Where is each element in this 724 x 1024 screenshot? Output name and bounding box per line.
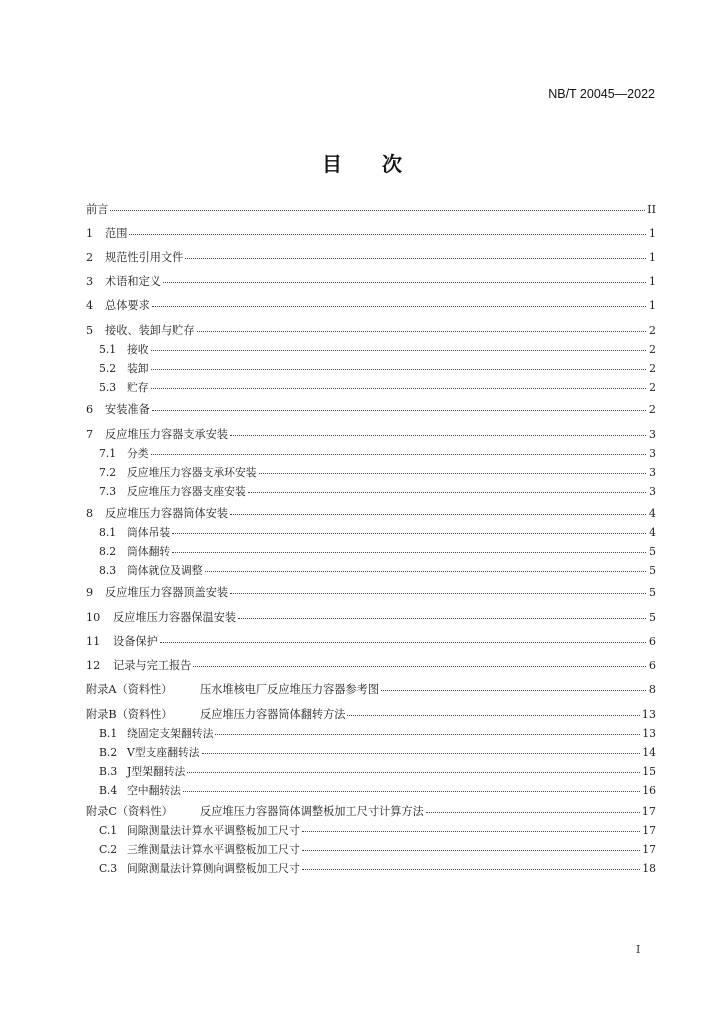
toc-entry[interactable] xyxy=(86,610,656,626)
toc-entry-number: 4 xyxy=(86,299,94,312)
toc-entry-label: V型支座翻转法 xyxy=(127,746,200,759)
toc-subentry[interactable] xyxy=(99,465,656,481)
toc-entry-label: 筒体吊装 xyxy=(127,526,171,539)
toc-entry-page: 5 xyxy=(649,545,656,558)
toc-entry-number: 7.2 xyxy=(99,466,117,479)
leader-dots xyxy=(381,689,646,691)
toc-entry[interactable] xyxy=(86,402,656,418)
standard-code: NB/T 20045—2022 xyxy=(548,87,655,101)
toc-entry-number: 3 xyxy=(86,275,94,288)
toc-subentry[interactable] xyxy=(99,380,656,396)
toc-entry-label: 筒体翻转 xyxy=(127,545,171,558)
toc-entry-number: B.3 xyxy=(99,765,118,778)
toc-entry-page: 17 xyxy=(641,805,656,818)
toc-entry-number: 10 xyxy=(86,611,101,624)
toc-entry-page: 4 xyxy=(648,507,656,520)
toc-entry-page: 13 xyxy=(641,708,656,721)
toc-entry[interactable] xyxy=(86,682,656,698)
toc-entry-label: 反应堆压力容器筒体翻转方法 xyxy=(200,708,346,721)
toc-entry-number: 5.3 xyxy=(99,381,117,394)
toc-entry-number: 附录C（资料性） xyxy=(86,805,173,818)
toc-entry-label: 反应堆压力容器保温安装 xyxy=(113,611,237,624)
toc-entry-number: 8.2 xyxy=(99,545,117,558)
leader-dots xyxy=(302,868,641,870)
toc-entry[interactable] xyxy=(86,506,656,522)
toc-entry-label: 接收 xyxy=(127,343,149,356)
toc-entry-label: 反应堆压力容器筒体安装 xyxy=(105,507,229,520)
leader-dots xyxy=(151,387,646,389)
toc-entry-number: 11 xyxy=(86,635,101,648)
leader-dots xyxy=(205,570,646,572)
toc-entry-label: 间隙测量法计算水平调整板加工尺寸 xyxy=(127,824,300,837)
toc-entry-page: 1 xyxy=(648,275,656,288)
toc-subentry[interactable] xyxy=(99,563,656,579)
toc-entry-number: 2 xyxy=(86,251,94,264)
leader-dots xyxy=(230,592,646,594)
leader-dots xyxy=(163,281,646,283)
toc-entry-page: 2 xyxy=(648,324,656,337)
toc-entry[interactable] xyxy=(86,707,656,723)
toc-entry[interactable] xyxy=(86,323,656,339)
page-title: 目 次 xyxy=(322,152,402,176)
toc-entry-label: 术语和定义 xyxy=(105,275,161,288)
toc-entry-label: 规范性引用文件 xyxy=(105,251,184,264)
toc-entry-page: 2 xyxy=(649,343,656,356)
toc-entry-page: II xyxy=(647,203,656,216)
toc-entry-number: 5 xyxy=(86,324,94,337)
toc-entry-page: 4 xyxy=(649,526,656,539)
toc-entry-label: 反应堆压力容器顶盖安装 xyxy=(105,586,229,599)
toc-entry-number: 8.3 xyxy=(99,564,117,577)
toc-entry-label: 空中翻转法 xyxy=(127,784,181,797)
toc-entry-number: 7.1 xyxy=(99,447,117,460)
toc-entry[interactable] xyxy=(86,427,656,443)
leader-dots xyxy=(110,209,645,211)
leader-dots xyxy=(230,513,646,515)
leader-dots xyxy=(151,453,646,455)
leader-dots xyxy=(160,641,646,643)
toc-entry-number: 7 xyxy=(86,428,94,441)
leader-dots xyxy=(152,305,646,307)
leader-dots xyxy=(183,790,640,792)
toc-entry-number: C.3 xyxy=(99,862,118,875)
toc-entry[interactable] xyxy=(86,585,656,601)
toc-entry-label: 设备保护 xyxy=(113,635,158,648)
leader-dots xyxy=(302,830,641,832)
toc-entry-page: 2 xyxy=(648,403,656,416)
toc-entry-label: 绕固定支架翻转法 xyxy=(127,727,214,740)
toc-entry-page: 18 xyxy=(642,862,656,875)
toc-entry[interactable] xyxy=(86,298,656,314)
toc-entry-number: 6 xyxy=(86,403,94,416)
leader-dots xyxy=(152,409,646,411)
toc-entry-number: 5.2 xyxy=(99,362,117,375)
leader-dots xyxy=(347,714,639,716)
toc-entry-label: 记录与完工报告 xyxy=(113,659,192,672)
toc-entry-number: 12 xyxy=(86,659,101,672)
page-number: I xyxy=(636,943,641,956)
toc-subentry[interactable] xyxy=(99,446,656,462)
toc-subentry[interactable] xyxy=(99,484,656,500)
toc-entry-page: 2 xyxy=(649,381,656,394)
leader-dots xyxy=(259,472,646,474)
toc-entry[interactable] xyxy=(86,202,656,218)
toc-entry-page: 1 xyxy=(648,227,656,240)
toc-subentry[interactable] xyxy=(99,361,656,377)
toc-subentry[interactable] xyxy=(99,783,656,799)
toc-entry-number: 附录A（资料性） xyxy=(86,683,173,696)
toc-entry-label: 反应堆压力容器筒体调整板加工尺寸计算方法 xyxy=(200,805,424,818)
toc-subentry[interactable] xyxy=(99,823,656,839)
leader-dots xyxy=(197,330,646,332)
leader-dots xyxy=(248,491,646,493)
toc-entry-label: 分类 xyxy=(127,447,149,460)
toc-entry-page: 6 xyxy=(648,659,656,672)
toc-entry[interactable] xyxy=(86,274,656,290)
toc-entry-page: 16 xyxy=(642,784,656,797)
toc-entry-page: 8 xyxy=(648,683,656,696)
toc-entry[interactable] xyxy=(86,634,656,650)
toc-entry-number: 5.1 xyxy=(99,343,117,356)
toc-entry[interactable] xyxy=(86,658,656,674)
toc-entry-number: C.2 xyxy=(99,843,118,856)
leader-dots xyxy=(172,551,646,553)
toc-entry-page: 5 xyxy=(648,611,656,624)
leader-dots xyxy=(193,665,646,667)
toc-subentry[interactable] xyxy=(99,745,656,761)
toc-entry-label: J型架翻转法 xyxy=(127,765,186,778)
leader-dots xyxy=(151,368,646,370)
leader-dots xyxy=(426,811,640,813)
toc-entry[interactable] xyxy=(86,804,656,820)
toc-entry-number: 7.3 xyxy=(99,485,117,498)
toc-entry-page: 14 xyxy=(642,746,656,759)
toc-entry-label: 反应堆压力容器支座安装 xyxy=(127,485,246,498)
toc-entry-page: 3 xyxy=(648,428,656,441)
leader-dots xyxy=(129,233,646,235)
toc-subentry[interactable] xyxy=(99,861,656,877)
toc-entry-number: B.4 xyxy=(99,784,118,797)
toc-entry-number: 9 xyxy=(86,586,94,599)
leader-dots xyxy=(215,733,640,735)
toc-entry-page: 1 xyxy=(648,299,656,312)
toc-entry-number: 1 xyxy=(86,227,94,240)
toc-entry-page: 2 xyxy=(649,362,656,375)
toc-subentry[interactable] xyxy=(99,525,656,541)
toc-entry-number: B.1 xyxy=(99,727,118,740)
toc-entry-label: 贮存 xyxy=(127,381,149,394)
toc-entry-label: 反应堆压力容器支承安装 xyxy=(105,428,229,441)
toc-entry-page: 3 xyxy=(649,466,656,479)
toc-entry-page: 15 xyxy=(642,765,656,778)
toc-entry-page: 13 xyxy=(642,727,656,740)
leader-dots xyxy=(185,257,646,259)
toc-entry-label: 接收、装卸与贮存 xyxy=(105,324,195,337)
leader-dots xyxy=(238,617,646,619)
toc-entry-page: 17 xyxy=(642,843,656,856)
toc-entry-label: 装卸 xyxy=(127,362,149,375)
toc-subentry[interactable] xyxy=(99,544,656,560)
toc-entry-page: 5 xyxy=(649,564,656,577)
toc-entry-number: 8 xyxy=(86,507,94,520)
toc-entry-label: 安装准备 xyxy=(105,403,150,416)
leader-dots xyxy=(230,434,646,436)
toc-subentry[interactable] xyxy=(99,842,656,858)
toc-subentry[interactable] xyxy=(99,764,656,780)
toc-entry-label: 范围 xyxy=(105,227,128,240)
toc-entry-page: 6 xyxy=(648,635,656,648)
leader-dots xyxy=(172,532,646,534)
toc-subentry[interactable] xyxy=(99,726,656,742)
toc-entry-number: 8.1 xyxy=(99,526,117,539)
toc-subentry[interactable] xyxy=(99,342,656,358)
toc-entry-label: 前言 xyxy=(86,203,109,216)
leader-dots xyxy=(151,349,646,351)
toc-entry-page: 3 xyxy=(649,447,656,460)
toc-entry-label: 总体要求 xyxy=(105,299,150,312)
toc-entry-page: 17 xyxy=(642,824,656,837)
toc-entry-page: 5 xyxy=(648,586,656,599)
leader-dots xyxy=(202,752,641,754)
toc-entry-number: 附录B（资料性） xyxy=(86,708,173,721)
toc-entry-label: 筒体就位及调整 xyxy=(127,564,203,577)
toc-entry-label: 间隙测量法计算侧向调整板加工尺寸 xyxy=(127,862,300,875)
toc-entry-number: B.2 xyxy=(99,746,118,759)
toc-entry-label: 压水堆核电厂反应堆压力容器参考图 xyxy=(200,683,380,696)
leader-dots xyxy=(187,771,640,773)
toc-entry-label: 反应堆压力容器支承环安装 xyxy=(127,466,257,479)
leader-dots xyxy=(302,849,641,851)
toc-entry[interactable] xyxy=(86,226,656,242)
toc-entry[interactable] xyxy=(86,250,656,266)
toc-entry-label: 三维测量法计算水平调整板加工尺寸 xyxy=(127,843,300,856)
toc-entry-number: C.1 xyxy=(99,824,118,837)
toc-entry-page: 3 xyxy=(649,485,656,498)
toc-entry-page: 1 xyxy=(648,251,656,264)
